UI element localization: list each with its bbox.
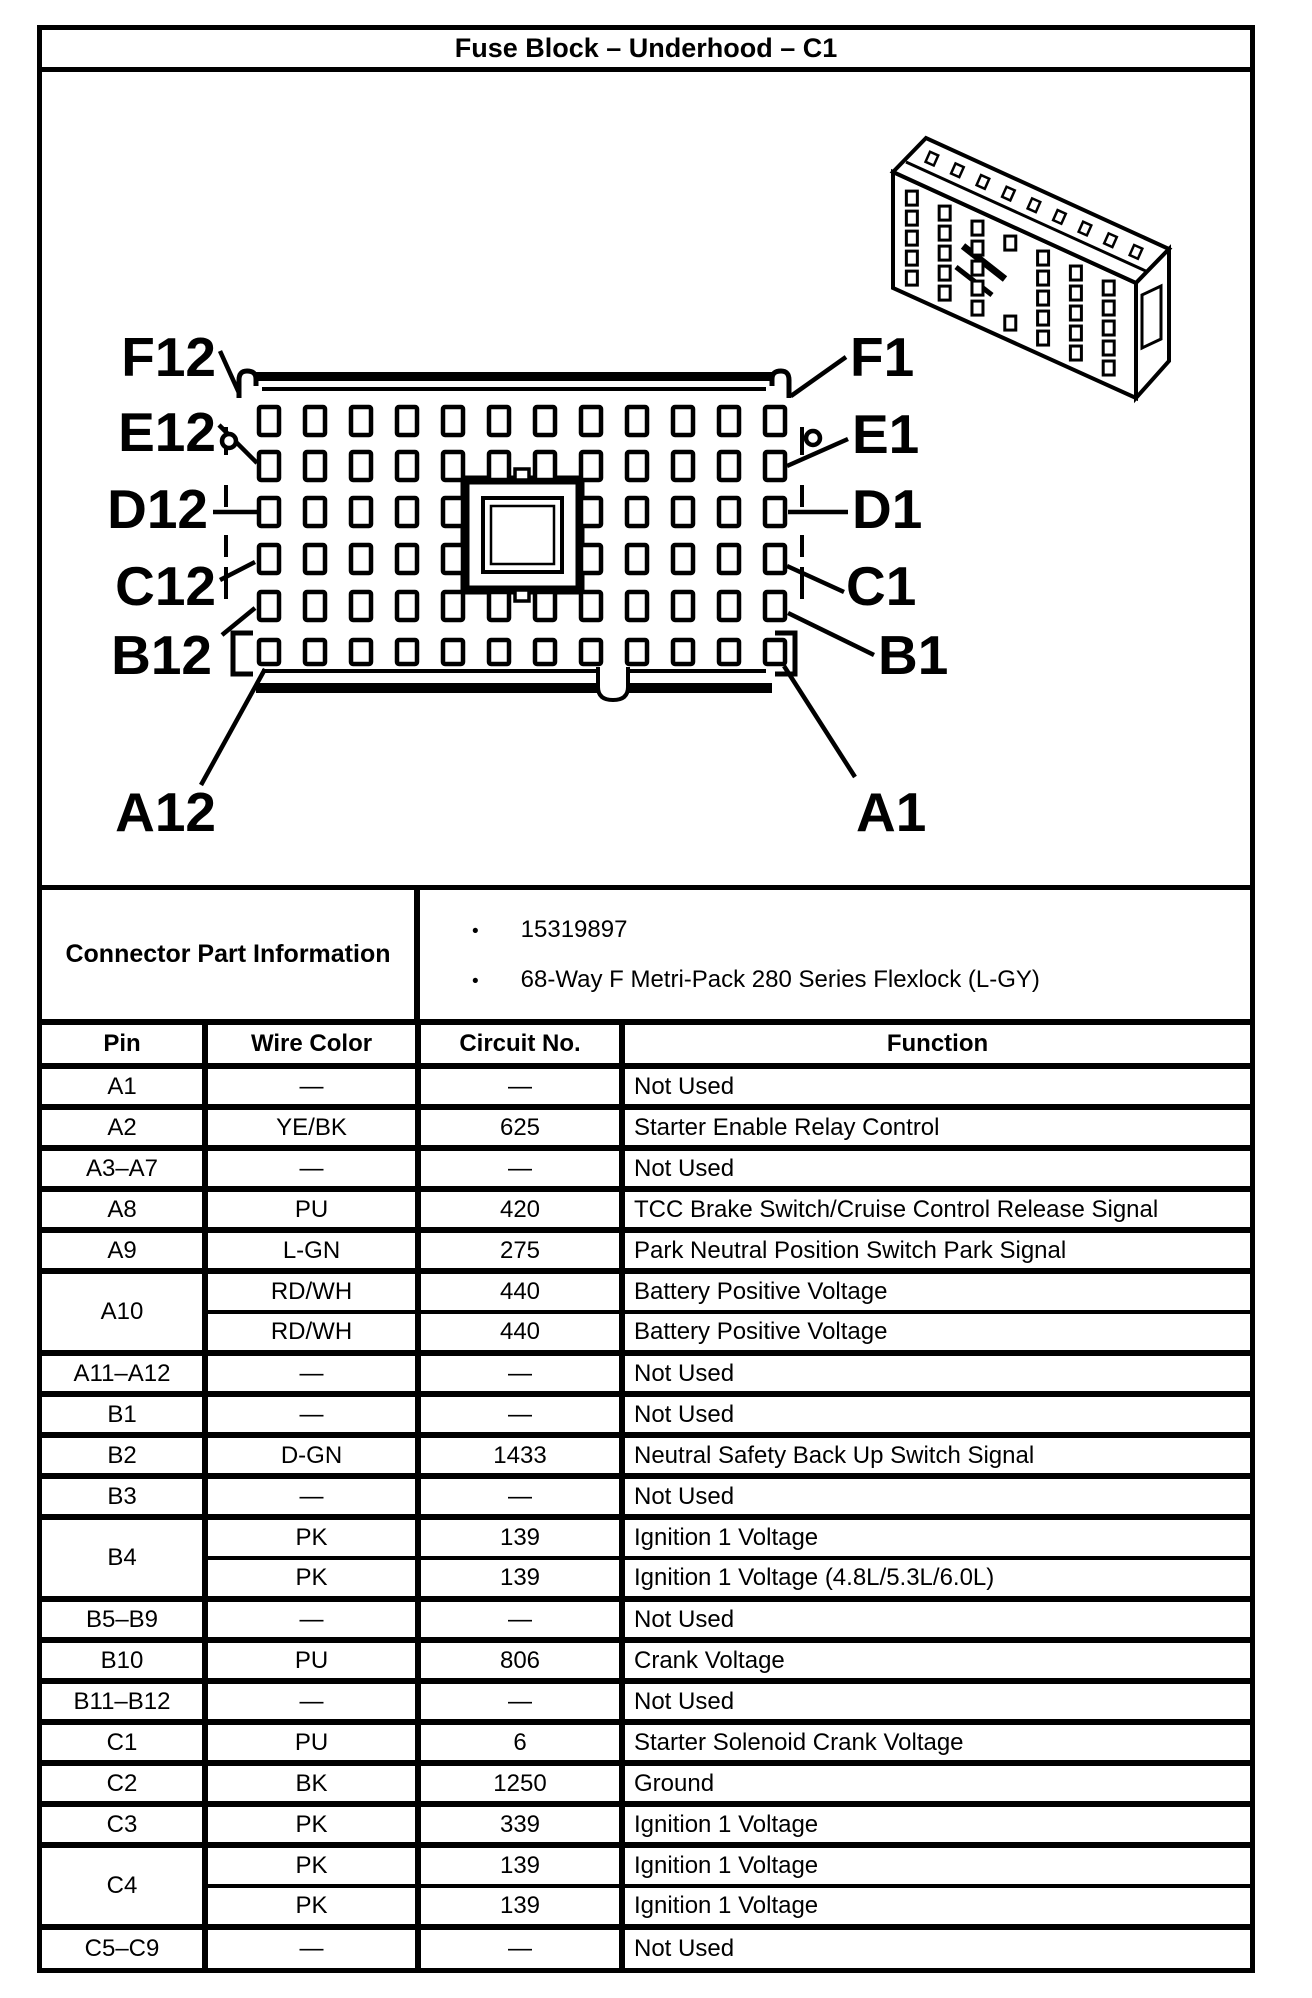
table-row	[42, 1353, 1250, 1394]
pin-label-b12: B12	[111, 624, 212, 686]
list-item	[472, 966, 1250, 994]
function-cell: Ignition 1 Voltage (4.8L/5.3L/6.0L)	[622, 1558, 1250, 1599]
table-row	[42, 1845, 1250, 1886]
wire-color-cell: PK	[205, 1517, 418, 1558]
table-row	[42, 1107, 1250, 1148]
part-info-list	[420, 890, 1250, 1019]
function-cell: Starter Enable Relay Control	[622, 1107, 1250, 1148]
pin-label-b1: B1	[878, 624, 949, 686]
pin-label-f12: F12	[121, 326, 216, 388]
pin-label-e1: E1	[852, 403, 920, 465]
wire-color-cell: PU	[205, 1640, 418, 1681]
pin-cell: A2	[42, 1107, 205, 1148]
function-cell: Not Used	[622, 1681, 1250, 1722]
table-row	[42, 1722, 1250, 1763]
pin-cell: A11–A12	[42, 1353, 205, 1394]
pin-cell: A9	[42, 1230, 205, 1271]
wire-color-cell: —	[205, 1599, 418, 1640]
table-header-row	[42, 1025, 1250, 1066]
circuit-cell: 420	[418, 1189, 622, 1230]
table-row	[42, 1763, 1250, 1804]
function-cell: Not Used	[622, 1927, 1250, 1968]
table-row	[42, 1394, 1250, 1435]
circuit-cell: —	[418, 1394, 622, 1435]
pin-label-d1: D1	[852, 478, 923, 540]
circuit-cell: 6	[418, 1722, 622, 1763]
function-cell: Crank Voltage	[622, 1640, 1250, 1681]
wire-color-cell: YE/BK	[205, 1107, 418, 1148]
pin-label-c12: C12	[115, 555, 216, 617]
circuit-cell: 625	[418, 1107, 622, 1148]
function-cell: Neutral Safety Back Up Switch Signal	[622, 1435, 1250, 1476]
wire-color-cell: PK	[205, 1886, 418, 1927]
connector-pinout-figure	[42, 72, 1250, 885]
circuit-cell: —	[418, 1066, 622, 1107]
wire-color-cell: —	[205, 1394, 418, 1435]
wire-color-cell: RD/WH	[205, 1271, 418, 1312]
pin-label-c1: C1	[846, 555, 917, 617]
table-row	[42, 1681, 1250, 1722]
wire-color-cell: PK	[205, 1804, 418, 1845]
pin-cell: C3	[42, 1804, 205, 1845]
pin-label-a1: A1	[856, 781, 927, 843]
function-cell: Battery Positive Voltage	[622, 1312, 1250, 1353]
table-row	[42, 1476, 1250, 1517]
function-cell: Park Neutral Position Switch Park Signal	[622, 1230, 1250, 1271]
part-description: 68-Way F Metri-Pack 280 Series Flexlock (L-GY)	[520, 965, 1040, 993]
table-row	[42, 1599, 1250, 1640]
pin-label-e12: E12	[118, 401, 216, 463]
circuit-cell: —	[418, 1148, 622, 1189]
table-row	[42, 1804, 1250, 1845]
pin-cell: C5–C9	[42, 1927, 205, 1968]
pin-cell: A8	[42, 1189, 205, 1230]
circuit-cell: —	[418, 1599, 622, 1640]
circuit-cell: —	[418, 1476, 622, 1517]
circuit-cell: 139	[418, 1558, 622, 1599]
wire-color-cell: PK	[205, 1845, 418, 1886]
circuit-cell: —	[418, 1681, 622, 1722]
function-cell: Not Used	[622, 1599, 1250, 1640]
pin-label-d12: D12	[107, 478, 208, 540]
circuit-cell: 440	[418, 1312, 622, 1353]
circuit-cell: —	[418, 1927, 622, 1968]
pinout-table	[42, 1025, 1250, 1968]
pin-cell: A1	[42, 1066, 205, 1107]
wire-color-cell: —	[205, 1353, 418, 1394]
function-cell: Starter Solenoid Crank Voltage	[622, 1722, 1250, 1763]
page-title: Fuse Block – Underhood – C1	[454, 33, 838, 63]
function-cell: Battery Positive Voltage	[622, 1271, 1250, 1312]
index-notch	[598, 667, 628, 700]
table-row	[42, 1148, 1250, 1189]
part-number: 15319897	[520, 915, 628, 943]
pin-cell: A3–A7	[42, 1148, 205, 1189]
col-header-function: Function	[622, 1025, 1250, 1066]
circuit-cell: 139	[418, 1517, 622, 1558]
function-cell: Not Used	[622, 1066, 1250, 1107]
function-cell: Not Used	[622, 1476, 1250, 1517]
connector-sheet	[37, 25, 1255, 1973]
wire-color-cell: RD/WH	[205, 1312, 418, 1353]
wire-color-cell: BK	[205, 1763, 418, 1804]
wire-color-cell: —	[205, 1476, 418, 1517]
pin-cell: B5–B9	[42, 1599, 205, 1640]
wire-color-cell: —	[205, 1148, 418, 1189]
circuit-cell: 806	[418, 1640, 622, 1681]
table-subrow	[42, 1312, 1250, 1353]
table-subrow	[42, 1558, 1250, 1599]
wire-color-cell: D-GN	[205, 1435, 418, 1476]
col-header-wire-color: Wire Color	[205, 1025, 418, 1066]
pin-cell: B11–B12	[42, 1681, 205, 1722]
circuit-cell: 139	[418, 1886, 622, 1927]
table-row	[42, 1517, 1250, 1558]
pin-cell: B4	[42, 1517, 205, 1599]
table-row	[42, 1066, 1250, 1107]
list-item	[472, 916, 1250, 944]
wire-color-cell: —	[205, 1927, 418, 1968]
table-row	[42, 1435, 1250, 1476]
circuit-cell: 275	[418, 1230, 622, 1271]
pin-cell: A10	[42, 1271, 205, 1353]
wire-color-cell: PU	[205, 1189, 418, 1230]
function-cell: Ignition 1 Voltage	[622, 1517, 1250, 1558]
pin-cell: B3	[42, 1476, 205, 1517]
figure-area	[42, 72, 1250, 890]
pin-cell: B10	[42, 1640, 205, 1681]
title-bar	[42, 30, 1250, 72]
bullet-icon: •	[472, 920, 479, 942]
table-row	[42, 1189, 1250, 1230]
function-cell: Not Used	[622, 1394, 1250, 1435]
pin-cell: B2	[42, 1435, 205, 1476]
part-info-label: Connector Part Information	[42, 890, 420, 1019]
circuit-cell: 339	[418, 1804, 622, 1845]
function-cell: Ignition 1 Voltage	[622, 1886, 1250, 1927]
pin-cell: C1	[42, 1722, 205, 1763]
circuit-cell: 440	[418, 1271, 622, 1312]
table-row	[42, 1271, 1250, 1312]
pin-label-a12: A12	[115, 781, 216, 843]
table-row	[42, 1230, 1250, 1271]
function-cell: Not Used	[622, 1353, 1250, 1394]
function-cell: Ignition 1 Voltage	[622, 1804, 1250, 1845]
pin-cell: B1	[42, 1394, 205, 1435]
function-cell: Not Used	[622, 1148, 1250, 1189]
bullet-icon: •	[472, 970, 479, 992]
circuit-cell: —	[418, 1353, 622, 1394]
circuit-cell: 139	[418, 1845, 622, 1886]
pin-label-f1: F1	[850, 326, 915, 388]
table-row	[42, 1927, 1250, 1968]
pin-cell: C2	[42, 1763, 205, 1804]
function-cell: Ignition 1 Voltage	[622, 1845, 1250, 1886]
wire-color-cell: —	[205, 1066, 418, 1107]
function-cell: TCC Brake Switch/Cruise Control Release Signal	[622, 1189, 1250, 1230]
connector-part-info-row	[42, 890, 1250, 1025]
wire-color-cell: PU	[205, 1722, 418, 1763]
circuit-cell: 1433	[418, 1435, 622, 1476]
col-header-pin: Pin	[42, 1025, 205, 1066]
wire-color-cell: PK	[205, 1558, 418, 1599]
table-row	[42, 1640, 1250, 1681]
table-subrow	[42, 1886, 1250, 1927]
isometric-connector	[893, 138, 1169, 398]
function-cell: Ground	[622, 1763, 1250, 1804]
wire-color-cell: L-GN	[205, 1230, 418, 1271]
wire-color-cell: —	[205, 1681, 418, 1722]
col-header-circuit-no: Circuit No.	[418, 1025, 622, 1066]
pin-cell: C4	[42, 1845, 205, 1927]
circuit-cell: 1250	[418, 1763, 622, 1804]
center-lock-block	[452, 469, 593, 601]
